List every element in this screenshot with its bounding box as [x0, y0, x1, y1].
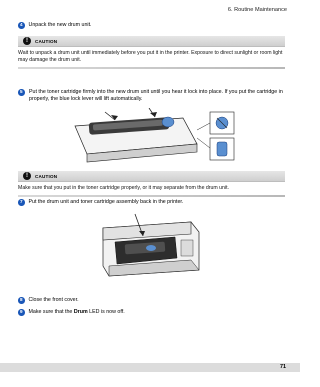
- step-number-badge: 9: [19, 309, 23, 314]
- caution-label: CAUTION: [35, 173, 58, 179]
- step-number-badge: 8: [19, 297, 23, 302]
- chapter-header: 6. Routine Maintenance: [227, 7, 287, 13]
- exclamation-icon: !: [23, 172, 31, 180]
- step-text-end: LED is now off.: [87, 309, 125, 315]
- drum-led-label: Drum: [73, 309, 88, 315]
- step-text: Make sure that the: [28, 309, 74, 315]
- step-number-badge: 5: [19, 89, 23, 94]
- caution-text: Make sure that you put in the toner cartridge properly, or it may separate from the drum unit.: [18, 185, 229, 191]
- step-9: [18, 309, 125, 316]
- step-number-badge: 7: [19, 199, 23, 204]
- printer-illustration: [95, 210, 205, 280]
- caution-header-bar: [18, 36, 285, 47]
- caution-box-1: [18, 36, 285, 69]
- page-number: 71: [280, 364, 286, 370]
- step-text: Put the drum unit and toner cartridge assembly back in the printer.: [28, 199, 184, 205]
- caution-header-bar: [18, 171, 285, 182]
- caution-end-rule: [18, 67, 285, 69]
- caution-text: Wait to unpack a drum unit until immediately before you put it in the printer. Exposure to direct sunlight or room light may damage the drum unit.: [18, 50, 283, 63]
- step-text: Put the toner cartridge firmly into the new drum unit until you hear it lock into place. If you put the cartridge in properly, the blue lock lever will lift automatically.: [29, 89, 283, 102]
- step-4: [18, 22, 92, 29]
- footer-bar: [0, 363, 300, 372]
- caution-box-2: [18, 171, 285, 197]
- step-5: [18, 89, 293, 105]
- toner-into-drum-illustration: [65, 108, 265, 166]
- step-text: Close the front cover.: [28, 297, 79, 303]
- caution-end-rule: [18, 195, 285, 197]
- step-text: Unpack the new drum unit.: [28, 22, 92, 28]
- step-8: [18, 297, 79, 304]
- step-number-badge: 4: [19, 22, 23, 27]
- caution-label: CAUTION: [35, 38, 58, 44]
- step-7: [18, 199, 183, 206]
- exclamation-icon: !: [23, 37, 31, 45]
